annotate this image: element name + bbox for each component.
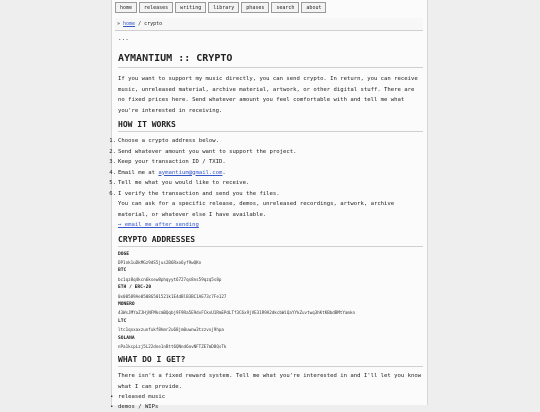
ask-note: You can ask for a specific release, demos, unreleased recordings, artwork, archive material, or whatever else I have available. bbox=[118, 201, 395, 218]
coin-address[interactable]: 43WsJMYaZJHjNFMkcmBQqbj9F9Ra5E9dvFCkvU1RmEPdLTf3C6x9jVE31R9A2dkcbWiQaYYkZuvtwq3hKtKBbdBMtYamkn bbox=[118, 310, 355, 316]
coin-entry bbox=[118, 251, 423, 268]
intro-paragraph: If you want to support my music directly, you can send crypto. In return, you can receive music, unreleased material, archive material, artwork, or other digital stuff. There are no fixed prices here. Send whatever amount you feel comfortable with and tell me what you're interested in receiving. bbox=[118, 76, 418, 114]
breadcrumb bbox=[115, 18, 423, 31]
step-item: 1. Choose a crypto address below. bbox=[109, 138, 220, 144]
breadcrumb-prefix: » bbox=[117, 21, 124, 27]
coin-entry bbox=[118, 284, 423, 301]
nav-library-button[interactable]: library bbox=[208, 2, 239, 13]
nav-about-button[interactable]: about bbox=[301, 2, 326, 13]
list-item: • demos / WIPs bbox=[118, 403, 423, 412]
breadcrumb-current: crypto bbox=[144, 21, 163, 27]
list-item: • released music bbox=[118, 393, 423, 403]
coin-entry bbox=[118, 318, 423, 335]
step-item: 4. Email me at aymantium@gmail.com. bbox=[109, 169, 226, 176]
coin-entry bbox=[118, 301, 423, 318]
crypto-addresses-heading: CRYPTO ADDRESSES bbox=[118, 235, 423, 247]
email-address-link[interactable]: aymantium@gmail.com bbox=[158, 169, 223, 176]
reward-paragraph: There isn't a fixed reward system. Tell me what you're interested in and I'll let you know what I can provide. bbox=[118, 373, 422, 390]
rewards-list bbox=[118, 393, 423, 412]
page-title: AYMANTIUM :: CRYPTO bbox=[118, 53, 423, 68]
coin-address[interactable]: DP1nk1uDkMGz9dS5jus2B6Rxo6yf9wQKn bbox=[118, 259, 202, 265]
coin-address[interactable]: nPa1kcpLzj5L22dne1nBtt6QNnd6ovNFTZE7mD8QsTk bbox=[118, 343, 227, 349]
ellipsis-text: ... bbox=[118, 35, 129, 42]
steps-list bbox=[109, 136, 423, 199]
coin-address[interactable]: bc1qz8q4kcn6ksew8phqyyt6727qs8ns59qzq5s8p bbox=[118, 276, 222, 282]
what-do-i-get-heading: WHAT DO I GET? bbox=[118, 355, 423, 367]
step-item: 2. Send whatever amount you want to support the project. bbox=[109, 148, 297, 155]
coin-name: LTC bbox=[118, 318, 127, 324]
nav-releases-button[interactable]: releases bbox=[139, 2, 173, 13]
coin-name: DOGE bbox=[118, 251, 130, 257]
step-item: 6. I verify the transaction and send you the files. bbox=[109, 190, 280, 197]
page-container bbox=[109, 0, 428, 410]
top-nav bbox=[115, 2, 326, 15]
coin-name: MONERO bbox=[118, 301, 135, 307]
breadcrumb-home-link[interactable]: home bbox=[123, 21, 136, 27]
step-item: 3. Keep your transaction ID / TXID. bbox=[109, 159, 226, 165]
how-it-works-heading: HOW IT WORKS bbox=[118, 120, 423, 132]
coin-name: BTC bbox=[118, 268, 127, 274]
breadcrumb-separator: / bbox=[135, 21, 145, 27]
nav-phases-button[interactable]: phases bbox=[241, 2, 269, 13]
coin-name: ETH / ERC-20 bbox=[118, 285, 152, 291]
nav-search-button[interactable]: search bbox=[271, 2, 299, 13]
coin-entry bbox=[118, 267, 423, 284]
email-after-sending-link[interactable]: → email me after sending bbox=[118, 222, 199, 228]
nav-writing-button[interactable]: writing bbox=[175, 2, 206, 13]
main-content bbox=[109, 34, 423, 412]
coin-address[interactable]: 0x00589Ae0508G501521k1E4dBlB3BC1AE73c7Fe127 bbox=[118, 293, 227, 299]
coin-address[interactable]: ltc1qxxaxzunfukf8kmr2u68jm0uwnw3tzzvxj9hpa bbox=[118, 327, 224, 333]
coin-entry bbox=[118, 335, 423, 352]
step-item: 5. Tell me what you would like to receive. bbox=[109, 180, 250, 186]
nav-home-button[interactable]: home bbox=[115, 2, 137, 13]
coin-name: SOLANA bbox=[118, 335, 135, 341]
